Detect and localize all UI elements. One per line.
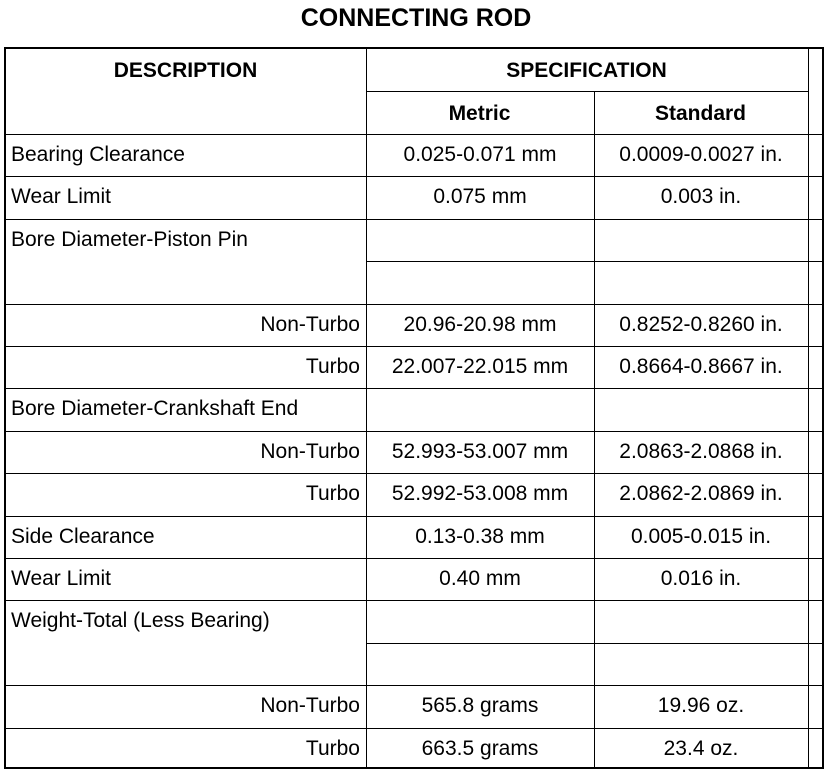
row-description: Weight-Total (Less Bearing) — [11, 609, 270, 632]
header-description: DESCRIPTION — [113, 59, 258, 82]
row-metric-value: 0.13-0.38 mm — [415, 525, 545, 548]
row-standard-value: 0.8664-0.8667 in. — [619, 355, 783, 378]
row-description: Turbo — [305, 737, 360, 760]
row-metric-value — [366, 219, 594, 261]
row-description: Non-Turbo — [260, 694, 360, 717]
row-description: Side Clearance — [11, 525, 155, 548]
header-specification: SPECIFICATION — [506, 59, 667, 82]
header-standard: Standard — [654, 102, 746, 125]
row-standard-value: 0.8252-0.8260 in. — [619, 313, 783, 336]
row-metric-value — [366, 643, 594, 685]
page-title: CONNECTING ROD — [300, 4, 532, 32]
row-metric-value: 22.007-22.015 mm — [391, 355, 569, 378]
row-standard-value: 23.4 oz. — [663, 737, 739, 760]
row-standard-value: 0.003 in. — [660, 185, 742, 208]
row-description: Bore Diameter-Piston Pin — [11, 228, 248, 251]
row-description: Non-Turbo — [260, 440, 360, 463]
row-standard-value — [594, 219, 808, 261]
row-description: Wear Limit — [11, 185, 111, 208]
row-metric-value: 565.8 grams — [421, 694, 539, 717]
row-standard-value — [594, 600, 808, 642]
row-description: Turbo — [305, 355, 360, 378]
row-metric-value — [366, 261, 594, 303]
row-metric-value: 0.40 mm — [439, 567, 521, 590]
header-metric: Metric — [448, 102, 511, 125]
row-metric-value: 52.992-53.008 mm — [391, 482, 569, 505]
row-standard-value: 0.016 in. — [660, 567, 742, 590]
row-metric-value: 20.96-20.98 mm — [403, 313, 557, 336]
row-metric-value: 0.075 mm — [433, 185, 527, 208]
row-standard-value: 0.005-0.015 in. — [630, 525, 772, 548]
row-metric-value — [366, 388, 594, 430]
row-metric-value — [366, 600, 594, 642]
row-standard-value — [594, 643, 808, 685]
row-standard-value: 0.0009-0.0027 in. — [619, 143, 783, 166]
row-standard-value: 2.0862-2.0869 in. — [619, 482, 783, 505]
row-metric-value: 52.993-53.007 mm — [391, 440, 569, 463]
row-metric-value: 663.5 grams — [421, 737, 539, 760]
row-description — [6, 261, 366, 303]
column-divider — [808, 49, 809, 769]
row-description: Wear Limit — [11, 567, 111, 590]
row-standard-value: 2.0863-2.0868 in. — [619, 440, 783, 463]
row-metric-value: 0.025-0.071 mm — [403, 143, 557, 166]
row-description: Turbo — [305, 482, 360, 505]
row-standard-value — [594, 261, 808, 303]
row-description: Bore Diameter-Crankshaft End — [11, 397, 299, 420]
row-standard-value: 19.96 oz. — [657, 694, 745, 717]
row-description: Non-Turbo — [260, 313, 360, 336]
row-standard-value — [594, 388, 808, 430]
row-description — [6, 643, 366, 685]
row-description: Bearing Clearance — [11, 143, 185, 166]
